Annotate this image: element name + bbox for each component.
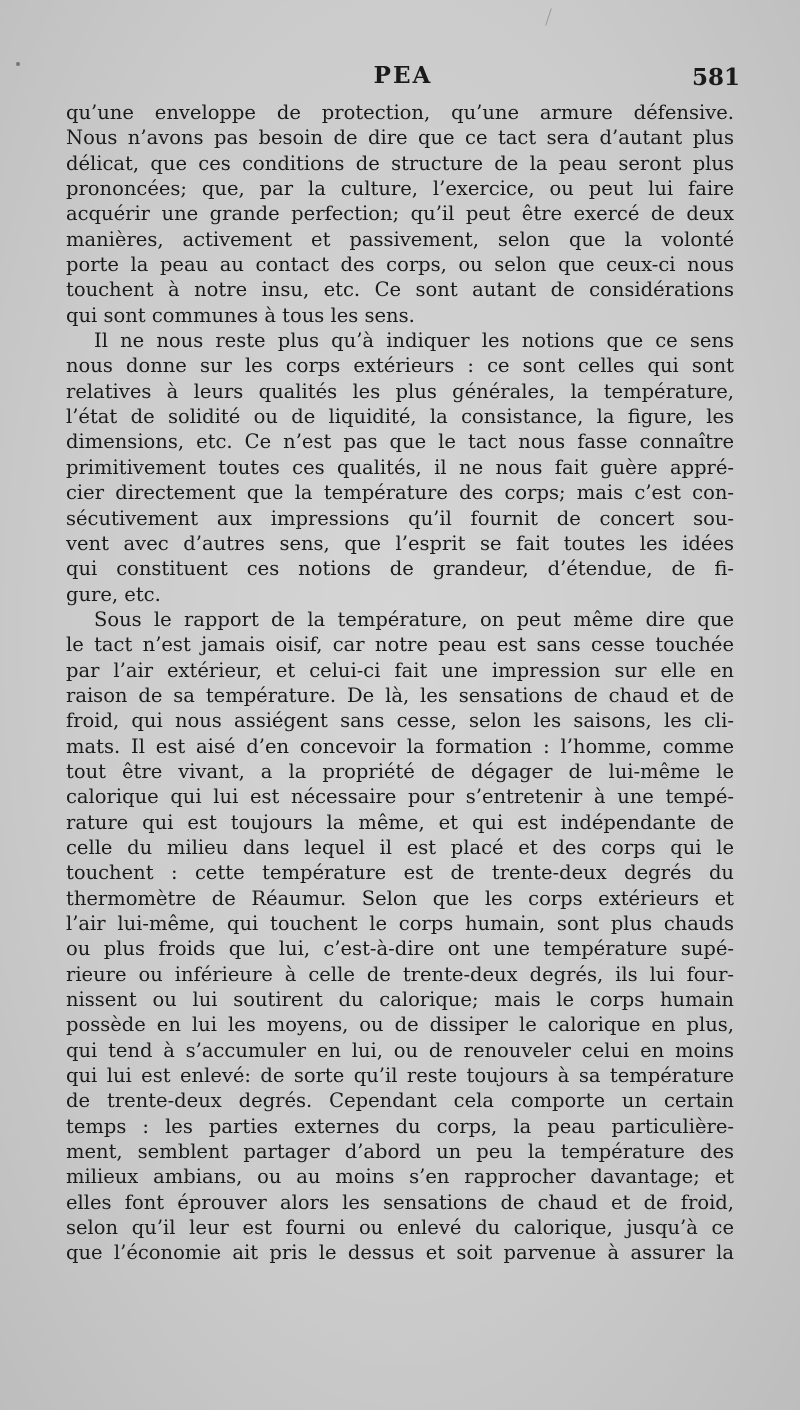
text-line: gure, etc. — [66, 582, 161, 606]
paper-speck — [16, 62, 20, 66]
text-line: manières, activement et passivement, selon que la volonté — [66, 227, 734, 251]
text-line: tout être vivant, a la propriété de dégager de lui-même le — [66, 759, 734, 783]
text-line: porte la peau au contact des corps, ou selon que ceux-ci nous — [66, 253, 734, 277]
text-line: Il ne nous reste plus qu’à indiquer les notions que ce sens — [94, 329, 734, 353]
text-line: par l’air extérieur, et celui-ci fait une impression sur elle en — [66, 658, 734, 682]
text-line: rieure ou inférieure à celle de trente-deux degrés, ils lui four- — [66, 962, 734, 986]
text-line: rature qui est toujours la même, et qui est indépendante de — [66, 810, 734, 834]
text-line: possède en lui les moyens, ou de dissiper le calorique en plus, — [66, 1013, 734, 1037]
text-line: dimensions, etc. Ce n’est pas que le tact nous fasse connaître — [66, 430, 734, 454]
text-line: de trente-deux degrés. Cependant cela comporte un certain — [66, 1089, 734, 1113]
text-line: acquérir une grande perfection; qu’il peut être exercé de deux — [66, 202, 734, 226]
text-line: qui tend à s’accumuler en lui, ou de renouveler celui en moins — [66, 1038, 734, 1062]
running-head-title: PEA — [373, 62, 433, 89]
text-line: qui sont communes à tous les sens. — [66, 303, 415, 327]
text-line: vent avec d’autres sens, que l’esprit se fait toutes les idées — [66, 531, 734, 555]
text-line: touchent à notre insu, etc. Ce sont autant de considérations — [66, 278, 734, 302]
text-line: qui lui est enlevé: de sorte qu’il reste toujours à sa température — [66, 1064, 734, 1088]
text-line: sécutivement aux impressions qu’il fournit de concert sou- — [66, 506, 734, 530]
text-line: le tact n’est jamais oisif, car notre peau est sans cesse touchée — [66, 633, 734, 657]
text-line: qu’une enveloppe de protection, qu’une armure défensive. — [66, 101, 734, 124]
text-line: ment, semblent partager d’abord un peu la température des — [66, 1140, 734, 1164]
text-line: thermomètre de Réaumur. Selon que les corps extérieurs et — [66, 886, 734, 910]
text-line: qui constituent ces notions de grandeur, d’étendue, de fi- — [66, 557, 734, 581]
text-line: elles font éprouver alors les sensations de chaud et de froid, — [66, 1190, 734, 1214]
text-line: touchent : cette température est de trente-deux degrés du — [66, 861, 734, 885]
text-line: calorique qui lui est nécessaire pour s’entretenir à une tempé- — [66, 785, 734, 809]
text-line: raison de sa température. De là, les sensations de chaud et de — [66, 683, 734, 707]
paper-mark — [545, 8, 552, 25]
text-line: nous donne sur les corps extérieurs : ce sont celles qui sont — [66, 354, 734, 378]
text-line: mats. Il est aisé d’en concevoir la formation : l’homme, comme — [66, 734, 734, 758]
running-head — [66, 58, 740, 94]
text-line: cier directement que la température des corps; mais c’est con- — [66, 481, 734, 505]
body-text — [66, 100, 734, 1266]
text-line: celle du milieu dans lequel il est placé et des corps qui le — [66, 835, 734, 859]
text-line: temps : les parties externes du corps, la peau particulière- — [66, 1114, 734, 1138]
text-line: selon qu’il leur est fourni ou enlevé du calorique, jusqu’à ce — [66, 1216, 734, 1240]
text-line: ou plus froids que lui, c’est-à-dire ont une température supé- — [66, 937, 734, 961]
text-line: délicat, que ces conditions de structure de la peau seront plus — [66, 151, 734, 175]
text-line: l’état de solidité ou de liquidité, la consistance, la figure, les — [66, 405, 734, 429]
text-line: Nous n’avons pas besoin de dire que ce tact sera d’autant plus — [66, 126, 734, 150]
text-line: prononcées; que, par la culture, l’exercice, ou peut lui faire — [66, 177, 734, 201]
text-line: que l’économie ait pris le dessus et soit parvenue à assurer la — [66, 1241, 734, 1265]
text-line: milieux ambians, ou au moins s’en rapprocher davantage; et — [66, 1165, 734, 1189]
text-line: relatives à leurs qualités les plus générales, la température, — [66, 379, 734, 403]
page-number: 581 — [691, 64, 740, 91]
text-line: Sous le rapport de la température, on peut même dire que — [94, 607, 734, 631]
text-line: nissent ou lui soutirent du calorique; mais le corps humain — [66, 988, 734, 1012]
text-line: froid, qui nous assiégent sans cesse, selon les saisons, les cli- — [66, 709, 734, 733]
text-line: l’air lui-même, qui touchent le corps humain, sont plus chauds — [66, 912, 734, 935]
text-line: primitivement toutes ces qualités, il ne nous fait guère appré- — [66, 455, 734, 479]
